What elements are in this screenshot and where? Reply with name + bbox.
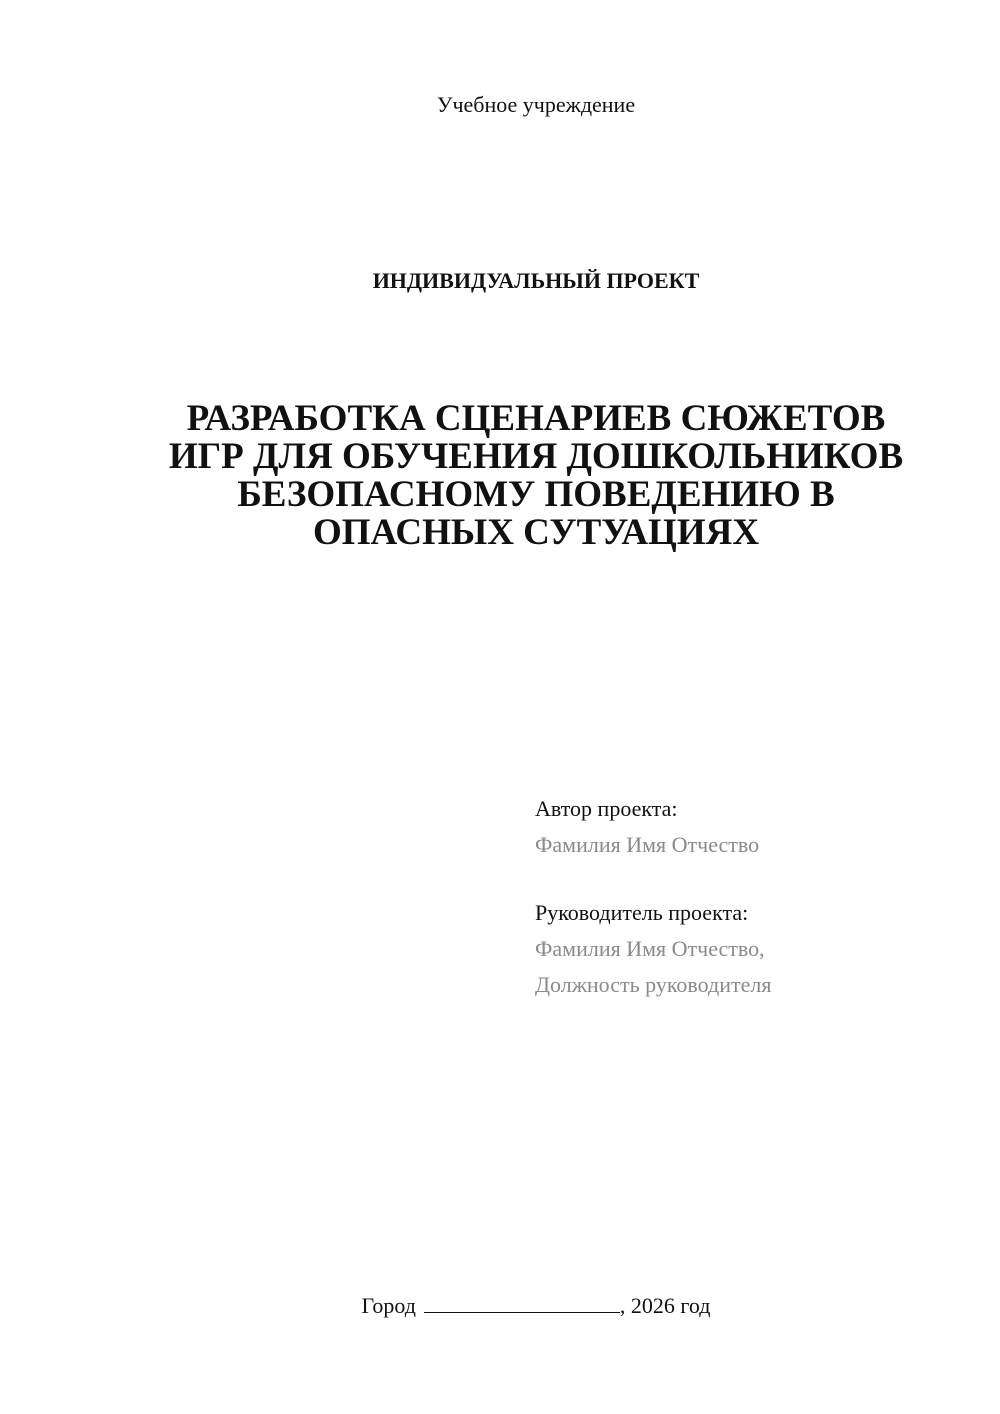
project-title <box>0 400 1000 552</box>
spacer <box>535 863 771 895</box>
title-line: ИГР ДЛЯ ОБУЧЕНИЯ ДОШКОЛЬНИКОВ <box>168 436 904 477</box>
city-blank-line <box>424 1292 620 1313</box>
project-credits <box>535 791 771 1003</box>
city-year-line <box>0 1292 1000 1319</box>
title-line: РАЗРАБОТКА СЦЕНАРИЕВ СЮЖЕТОВ <box>186 398 886 439</box>
author-name: Фамилия Имя Отчество <box>535 832 760 857</box>
supervisor-position: Должность руководителя <box>535 972 772 997</box>
supervisor-name: Фамилия Имя Отчество, <box>535 936 765 961</box>
institution-name: Учебное учреждение <box>436 92 636 117</box>
title-line: БЕЗОПАСНОМУ ПОВЕДЕНИЮ В <box>237 474 835 515</box>
supervisor-label: Руководитель проекта: <box>535 900 749 925</box>
author-label: Автор проекта: <box>535 796 678 821</box>
title-line: ОПАСНЫХ СУТУАЦИЯХ <box>312 512 760 553</box>
city-label: Город <box>361 1293 416 1318</box>
year-text: , 2026 год <box>619 1293 711 1318</box>
document-type: ИНДИВИДУАЛЬНЫЙ ПРОЕКТ <box>372 268 700 293</box>
